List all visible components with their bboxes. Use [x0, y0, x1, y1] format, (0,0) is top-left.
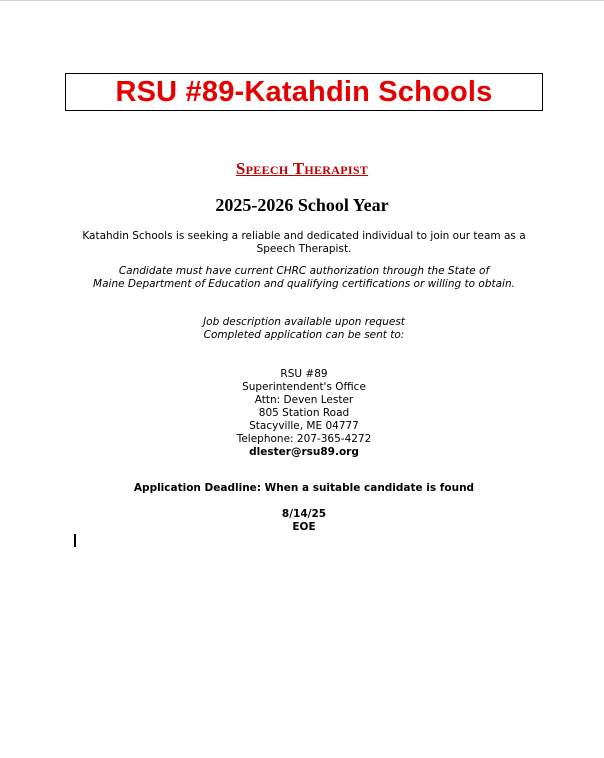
job-description-line-1: Job description available upon request [203, 316, 405, 328]
job-description-line-2: Completed application can be sent to: [203, 329, 405, 341]
position-title: Speech Therapist [235, 159, 369, 178]
job-description-paragraph [70, 316, 538, 342]
application-deadline: Application Deadline: When a suitable candidate is found [133, 482, 475, 494]
requirements-paragraph [70, 265, 538, 291]
title-box [65, 73, 543, 111]
address-phone: Telephone: 207-365-4272 [236, 433, 372, 445]
address-street: 805 Station Road [258, 407, 350, 419]
address-attn: Attn: Deven Lester [254, 394, 354, 406]
intro-line-1: Katahdin Schools is seeking a reliable and dedicated individual to join our team as a [82, 230, 526, 242]
text-cursor [74, 534, 76, 547]
footer-block [70, 508, 538, 547]
posting-date: 8/14/25 [281, 508, 327, 520]
eoe-label: EOE [292, 521, 316, 533]
page-title: RSU #89-Katahdin Schools [115, 75, 493, 108]
mailing-address [70, 368, 538, 459]
requirements-line-1: Candidate must have current CHRC authorization through the State of [118, 265, 490, 277]
address-email[interactable]: dlester@rsu89.org [249, 446, 359, 458]
intro-paragraph [70, 230, 538, 256]
address-office: Superintendent's Office [242, 381, 366, 393]
intro-line-2: Speech Therapist. [256, 243, 352, 255]
school-year: 2025-2026 School Year [215, 195, 389, 215]
address-org: RSU #89 [280, 368, 328, 380]
eoe-line [70, 521, 538, 547]
address-city: Stacyville, ME 04777 [249, 420, 359, 432]
requirements-line-2: Maine Department of Education and qualifying certifications or willing to obtain. [93, 278, 515, 290]
